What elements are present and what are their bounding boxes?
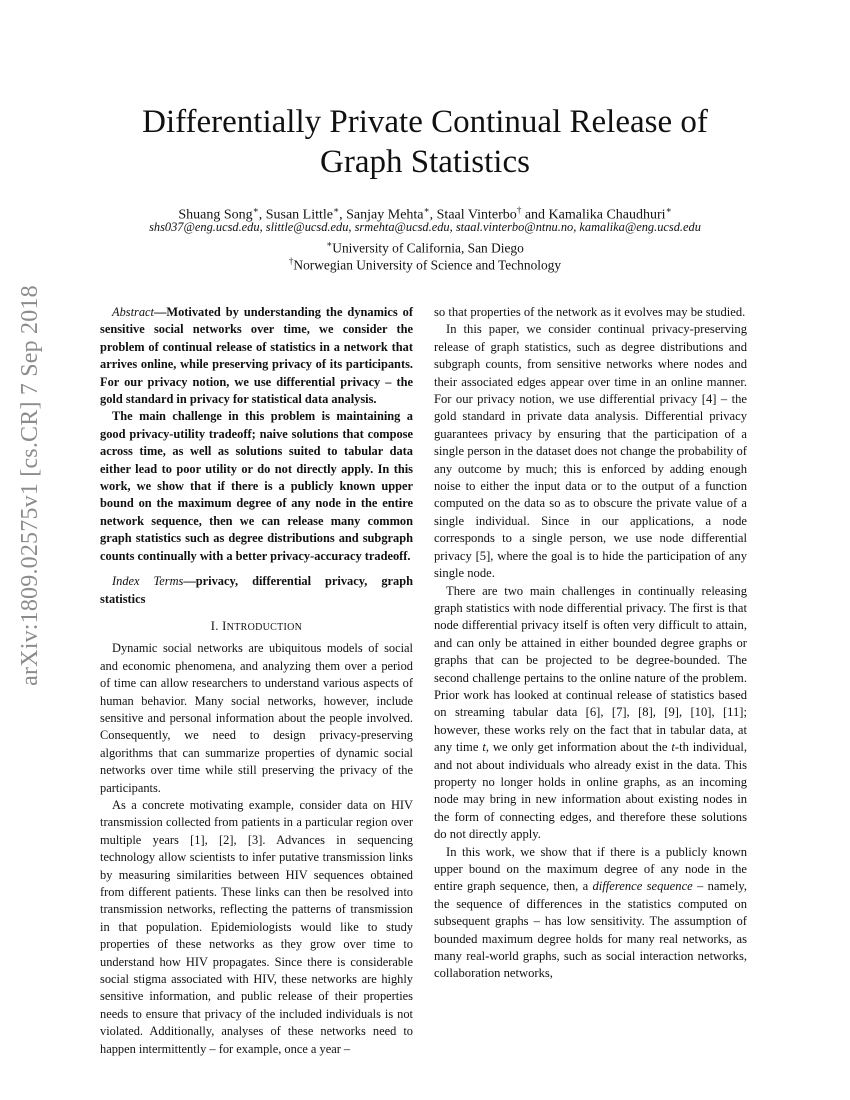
paper-title <box>100 102 750 182</box>
author-name: Susan Little <box>265 207 334 223</box>
body-paragraph: so that properties of the network as it evolves may be studied. <box>434 305 746 319</box>
body-paragraph: In this work, we show that if there is a publicly known upper bound on the maximum degree of any node in the entire graph sequence, then, a difference sequence – namely, the sequence of differences in the statistics computed on subsequent graphs – has low sensitivity. The assumption of bounded maximum degree holds for many real networks, as many real-world graphs, such as social interaction networks, collaboration networks, <box>434 844 747 981</box>
affiliation-ntnu: †Norwegian University of Science and Technology <box>288 256 562 273</box>
arxiv-id-text: arXiv:1809.02575v1 [cs.CR] 7 Sep 2018 <box>16 284 43 686</box>
abstract-paragraph: The main challenge in this problem is maintaining a good privacy-utility tradeoff; naive solutions that compose across time, as well as solutions suited to tabular data either lead to poor utility or do not directly apply. In this work, we show that if there is a publicly known upper bound on the maximum degree of any node in the entire network sequence, then we can release many common graph statistics such as degree distributions and subgraph counts continually with a better privacy-accuracy tradeoff. <box>100 409 413 563</box>
abstract-label: Abstract <box>112 305 154 319</box>
arxiv-stamp <box>8 284 52 686</box>
author-list: Shuang Song∗, Susan Little∗, Sanjay Mehta∗, Staal Vinterbo† and Kamalika Chaudhuri∗ <box>178 205 672 223</box>
author-emails: shs037@eng.ucsd.edu, slittle@ucsd.edu, srmehta@ucsd.edu, staal.vinterbo@ntnu.no, kamalika@eng.ucsd.edu <box>149 220 701 234</box>
author-name: and Kamalika Chaudhuri <box>524 207 666 223</box>
right-column <box>434 304 747 983</box>
abstract-paragraph: Abstract—Motivated by understanding the dynamics of sensitive social networks over time, we consider the problem of continual release of statistics in a network that arrives online, while preserving privacy of its participants. For our privacy notion, we use differential privacy – the gold standard in privacy for statistical data analysis. <box>100 305 413 407</box>
affiliation-ucsd: ∗University of California, San Diego <box>326 239 524 256</box>
body-paragraph: There are two main challenges in continually releasing graph statistics with node differential privacy. The first is that node differential privacy itself is often very difficult to attain, and can only be attained in either bounded degree graphs or graphs that can be projected to be degree-bounded. The second challenge pertains to the online nature of the problem. Prior work has looked at continual release of statistics based on streaming tabular data [6], [7], [8], [9], [10], [11]; however, these works rely on the fact that in tabular data, at any time t, we only get information about the t-th individual, and not about individuals who already exist in the data. This property no longer holds in online graphs, as an incoming node may bring in new information about existing nodes in the form of connecting edges, and therefore these solutions do not directly apply. <box>434 583 747 842</box>
body-paragraph: In this paper, we consider continual privacy-preserving release of graph statistics, such as degree distributions and subgraph counts, from sensitive networks where nodes and their associated edges appear over time in an online manner. For our privacy notion, we use differential privacy [4] – the gold standard in private data analysis. Differential privacy guarantees privacy by ensuring that the participation of a single person in the dataset does not change the probability of any outcome by much; this is enforced by adding enough noise to either the input data or to the output of a function computed on the data so as to obscure the private value of a single individual. Since in our applications, a node corresponds to a single person, we use node differential privacy [5], where the goal is to hide the participation of any single node. <box>434 322 747 581</box>
section-heading-introduction: I. INTRODUCTION <box>210 618 303 633</box>
left-column <box>100 304 413 1058</box>
author-name: Staal Vinterbo <box>436 207 517 223</box>
author-name: Shuang Song <box>178 207 253 223</box>
title-line-1: Differentially Private Continual Release of <box>142 104 708 140</box>
index-terms: Index Terms—privacy, differential privacy, graph statistics <box>100 574 413 606</box>
title-line-2: Graph Statistics <box>320 144 530 180</box>
author-name: Sanjay Mehta <box>346 207 424 223</box>
body-paragraph: Dynamic social networks are ubiquitous models of social and economic phenomena, and analyzing them over a period of time can allow researchers to understand various aspects of human behavior. Many social networks, however, include sensitive and personal information about the people involved. Consequently, we need to design privacy-preserving algorithms that can summarize properties of dynamic social networks over time while still preserving the privacy of the participants. <box>100 641 413 795</box>
body-paragraph: As a concrete motivating example, consider data on HIV transmission collected from patients in a particular region over multiple years [1], [2], [3]. Advances in sequencing technology allow scientists to infer putative transmission links by measuring similarities between HIV sequences obtained from different patients. These links can then be resolved into transmission networks, reflecting the patterns of transmission in that population. Epidemiologists would like to study properties of these networks as they grow over time to understand how HIV propagates. Since there is considerable social stigma associated with HIV, these networks are highly sensitive information, and public release of their properties needs to ensure that privacy of the included individuals is not violated. Additionally, analyses of these networks need to happen intermittently – for example, once a year – <box>100 797 413 1056</box>
index-terms-label: Index Terms <box>112 574 184 589</box>
